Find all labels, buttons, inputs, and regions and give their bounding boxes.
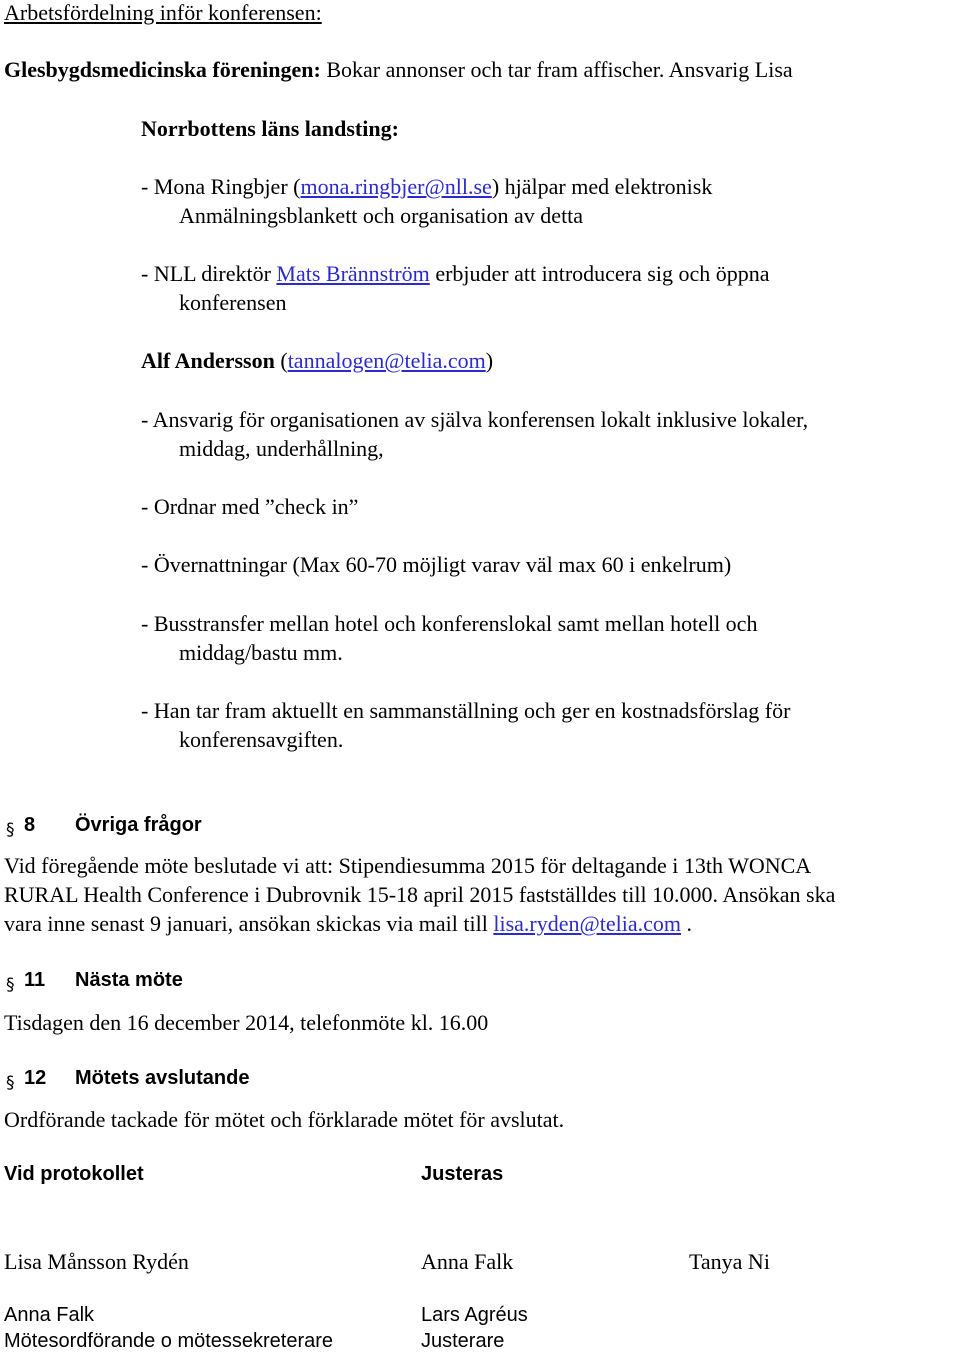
alf-item-line1: - Övernattningar (Max 60-70 möjligt varav väl max 60 i enkelrum) <box>141 552 732 577</box>
alf-item-line2: middag/bastu mm. <box>179 640 343 665</box>
section-12-heading <box>0 1064 300 1094</box>
nll-item-mats-prefix: - NLL direktör <box>141 261 277 286</box>
signatory-name: Lars Agréus <box>421 1304 528 1326</box>
alf-open-paren: ( <box>274 348 288 373</box>
nll-item-mats <box>141 259 769 288</box>
signature-name: Anna Falk <box>421 1249 514 1274</box>
nll-item-mona-suffix: ) hjälpar med elektronisk <box>491 174 713 199</box>
alf-email-link[interactable]: tannalogen@telia.com <box>287 348 486 373</box>
section-title: Övriga frågor <box>75 814 202 836</box>
mats-brannstrom-link[interactable]: Mats Brännström <box>276 261 430 286</box>
nll-item-mona-prefix: - Mona Ringbjer ( <box>141 174 301 199</box>
alf-item-line2: middag, underhållning, <box>179 436 384 461</box>
signature-name: Tanya Ni <box>689 1249 770 1274</box>
nll-heading: Norrbottens läns landsting: <box>141 116 399 141</box>
section-8-line1: Vid föregående möte beslutade vi att: Stipendiesumma 2015 för deltagande i 13th WONCA <box>4 853 812 878</box>
nll-item-mona <box>141 172 712 201</box>
nll-item-mats-line2: konferensen <box>179 290 287 315</box>
section-title: Nästa möte <box>75 969 183 991</box>
justeras-heading: Justeras <box>421 1163 504 1185</box>
vid-protokollet-heading: Vid protokollet <box>4 1163 144 1185</box>
alf-item-line1: - Ordnar med ”check in” <box>141 494 359 519</box>
section-8-heading <box>0 811 300 841</box>
alf-item-line2: konferensavgiften. <box>179 727 344 752</box>
section-icon: § <box>6 1073 15 1093</box>
section-number: 8 <box>24 814 36 836</box>
alf-item-line1: - Ansvarig för organisationen av själva konferensen lokalt inklusive lokaler, <box>141 407 809 432</box>
section-12-text: Ordförande tackade för mötet och förklarade mötet för avslutat. <box>4 1107 565 1132</box>
nll-item-mats-suffix: erbjuder att introducera sig och öppna <box>429 261 770 286</box>
signatory-name: Anna Falk <box>4 1304 95 1326</box>
section-icon: § <box>6 820 15 840</box>
section-8-line3-prefix: vara inne senast 9 januari, ansökan skickas via mail till <box>4 911 494 936</box>
section-8-line3 <box>4 909 692 938</box>
alf-heading <box>141 346 493 375</box>
page-heading: Arbetsfördelning inför konferensen: <box>4 0 322 25</box>
section-8-line2: RURAL Health Conference i Dubrovnik 15-18 april 2015 fastställdes till 10.000. Ansökan ska <box>4 882 836 907</box>
glesbygd-paragraph <box>4 55 793 84</box>
section-number: 11 <box>24 969 46 991</box>
glesbygd-text: Bokar annonser och tar fram affischer. Ansvarig Lisa <box>320 57 793 82</box>
alf-item-line1: - Han tar fram aktuellt en sammanställning och ger en kostnadsförslag för <box>141 698 791 723</box>
section-11-text: Tisdagen den 16 december 2014, telefonmöte kl. 16.00 <box>4 1010 489 1035</box>
section-8-line3-suffix: . <box>681 911 693 936</box>
lisa-email-link[interactable]: lisa.ryden@telia.com <box>493 911 682 936</box>
section-icon: § <box>6 975 15 995</box>
glesbygd-label: Glesbygdsmedicinska föreningen: <box>4 57 321 82</box>
alf-name: Alf Andersson <box>141 348 275 373</box>
signatory-role: Mötesordförande o mötessekreterare <box>4 1330 334 1352</box>
signature-name: Lisa Månsson Rydén <box>4 1249 189 1274</box>
section-11-heading <box>0 966 300 996</box>
nll-item-mona-line2: Anmälningsblankett och organisation av detta <box>179 203 584 228</box>
section-number: 12 <box>24 1067 47 1089</box>
alf-item-line1: - Busstransfer mellan hotel och konferenslokal samt mellan hotell och <box>141 611 758 636</box>
alf-close-paren: ) <box>485 348 494 373</box>
mona-email-link[interactable]: mona.ringbjer@nll.se <box>300 174 492 199</box>
section-title: Mötets avslutande <box>75 1067 250 1089</box>
signatory-role: Justerare <box>421 1330 505 1352</box>
